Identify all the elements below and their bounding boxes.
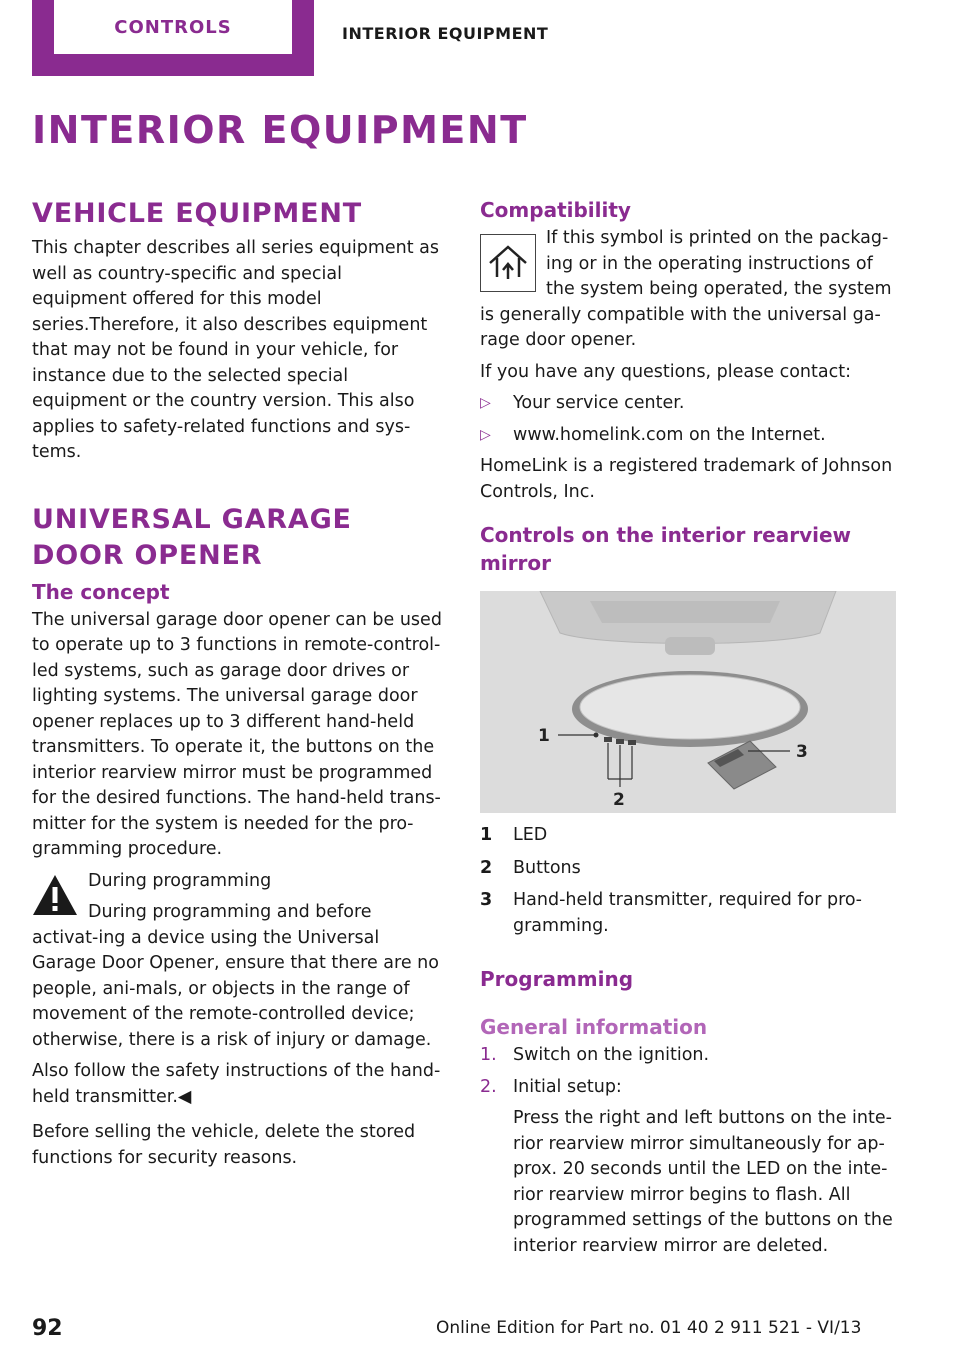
warning-triangle-icon [32, 873, 78, 917]
contact-list [480, 391, 898, 448]
programming-heading: Programming [480, 967, 634, 991]
list-item: 2. Initial setup: [480, 1076, 622, 1097]
figure-label-2: 2 [613, 790, 625, 810]
trademark-text: HomeLink is a registered trademark of Johnson Controls, Inc. [480, 456, 893, 502]
list-item: ▷ Your service center. [480, 391, 898, 417]
left-column [32, 196, 442, 1177]
contact-text: If you have any questions, please contact: [480, 361, 851, 382]
vehicle-equipment-heading: VEHICLE EQUIPMENT [32, 198, 362, 229]
warning-text: During programming and before activat‐ing a device using the Universal Garage Door Opener, ensure that there are no people, ani‐mals, or objects in the range of movement of the remote-controlled device; otherwise, there is a risk of injury or damage. [32, 902, 439, 1050]
concept-heading: The concept [32, 579, 170, 604]
figure-label-3: 3 [796, 742, 808, 762]
header-tab-bar [32, 0, 932, 76]
vehicle-equipment-text: This chapter describes all series equipment as well as country-specific and special equipment offered for this model series.Therefore, it also describes equipment that may not be found in your vehicle, for instance due to the selected special equipment or the country version. This also applies to safety-related functions and sys‐tems. [32, 238, 439, 462]
mirror-figure [480, 591, 896, 813]
general-information-heading: General information [480, 1015, 708, 1039]
triangle-bullet-icon: ▷ [480, 426, 491, 443]
steps-list [480, 1043, 898, 1259]
tab-interior-equipment[interactable]: INTERIOR EQUIPMENT [342, 24, 549, 43]
edition-footer: Online Edition for Part no. 01 40 2 911 521 - VI/13 [436, 1318, 862, 1338]
legend-item: 1 LED [480, 825, 548, 845]
figure-label-1: 1 [538, 726, 550, 746]
homelink-house-icon [480, 234, 536, 292]
legend-item: 3 Hand-held transmitter, required for pro‐gramming. [480, 890, 862, 936]
page-number: 92 [32, 1316, 63, 1341]
selling-text: Before selling the vehicle, delete the stored functions for security reasons. [32, 1122, 416, 1168]
controls-heading: Controls on the interior rearview mirror [480, 523, 852, 575]
compatibility-heading: Compatibility [480, 198, 631, 222]
concept-text: The universal garage door opener can be used to operate up to 3 functions in remote-control‐led systems, such as garage door drives or lighting systems. The universal garage door opener replaces up to 3 different hand-held transmitters. To operate it, the buttons on the interior rearview mirror must be programmed for the desired functions. The hand-held trans‐mitter for the system is needed for the pro‐gramming procedure. [32, 609, 442, 859]
tab-controls[interactable] [32, 0, 314, 76]
legend-item: 2 Buttons [480, 857, 581, 878]
compatibility-text: If this symbol is printed on the packag‐ing or in the operating instructions of the system being operated, the system is generally compatible with the universal ga‐rage door opener. [480, 228, 892, 350]
figure-legend [480, 823, 898, 939]
list-item: ▷ www.homelink.com on the Internet. [480, 423, 898, 449]
garage-door-opener-heading: UNIVERSAL GARAGE DOOR OPENER [32, 503, 352, 571]
right-column [480, 196, 898, 1265]
list-item: 1. Switch on the ignition. [480, 1045, 710, 1065]
step2-detail: Press the right and left buttons on the inte‐rior rearview mirror simultaneously for ap‐prox. 20 seconds until the LED on the inte‐rior rearview mirror begins to flash. All programmed settings of the buttons on the interior rearview mirror are deleted. [513, 1108, 893, 1256]
warning-follow-text: Also follow the safety instructions of the hand-held transmitter.◀ [32, 1061, 441, 1107]
page-title: INTERIOR EQUIPMENT [32, 108, 528, 152]
warning-block [32, 869, 442, 1054]
warning-title: During programming [88, 870, 272, 891]
triangle-bullet-icon: ▷ [480, 395, 491, 411]
tab-controls-label: CONTROLS [54, 0, 292, 54]
